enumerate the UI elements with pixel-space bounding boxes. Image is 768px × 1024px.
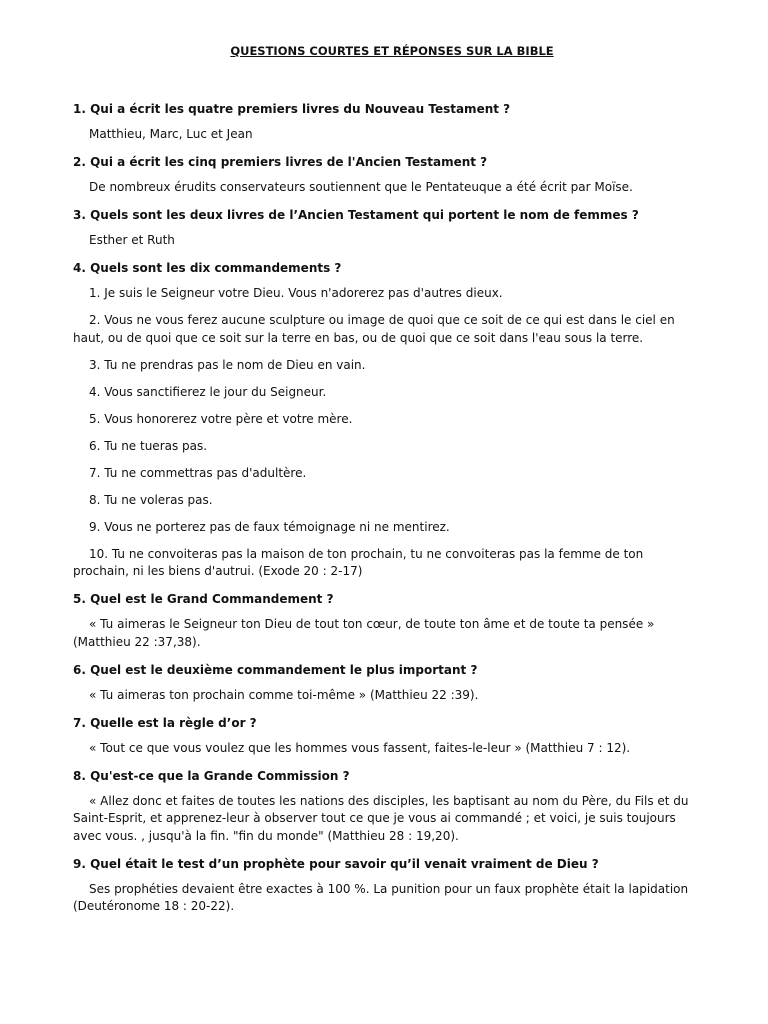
qa-item-7 xyxy=(73,714,699,758)
question-4: 4. Quels sont les dix commandements ? xyxy=(73,261,342,275)
question-3: 3. Quels sont les deux livres de l’Ancien Testament qui portent le nom de femmes ? xyxy=(73,208,639,222)
answer-6: « Tu aimeras ton prochain comme toi-même » (Matthieu 22 :39). xyxy=(89,687,479,702)
answer-2: De nombreux érudits conservateurs soutiennent que le Pentateuque a été écrit par Moïse. xyxy=(89,180,633,194)
answer-5: « Tu aimeras le Seigneur ton Dieu de tout ton cœur, de toute ton âme et de toute ta pensée » (Matthieu 22 :37,38). xyxy=(73,617,655,649)
document-page xyxy=(73,42,699,925)
question-9: 9. Quel était le test d’un prophète pour savoir qu’il venait vraiment de Dieu ? xyxy=(73,856,599,871)
commandment-6: 6. Tu ne tueras pas. xyxy=(89,438,208,453)
qa-item-3 xyxy=(73,206,699,250)
commandment-3: 3. Tu ne prendras pas le nom de Dieu en vain. xyxy=(89,357,366,372)
commandment-10: 10. Tu ne convoiteras pas la maison de ton prochain, tu ne convoiteras pas la femme de ton prochain, ni les biens d'autrui. (Exode 20 : 2-17) xyxy=(73,546,644,578)
qa-item-1 xyxy=(73,100,699,144)
qa-item-9 xyxy=(73,855,699,916)
commandment-5: 5. Vous honorerez votre père et votre mère. xyxy=(89,411,353,426)
question-2: 2. Qui a écrit les cinq premiers livres de l'Ancien Testament ? xyxy=(73,155,488,169)
answer-3: Esther et Ruth xyxy=(89,233,175,247)
answer-7: « Tout ce que vous voulez que les hommes vous fassent, faites-le-leur » (Matthieu 7 : 12). xyxy=(89,740,631,755)
commandment-4: 4. Vous sanctifierez le jour du Seigneur. xyxy=(89,384,327,399)
commandment-8: 8. Tu ne voleras pas. xyxy=(89,492,213,507)
question-1: 1. Qui a écrit les quatre premiers livres du Nouveau Testament ? xyxy=(73,102,511,116)
question-7: 7. Quelle est la règle d’or ? xyxy=(73,715,257,730)
qa-item-5 xyxy=(73,590,699,651)
question-5: 5. Quel est le Grand Commandement ? xyxy=(73,592,334,606)
question-8: 8. Qu'est-ce que la Grande Commission ? xyxy=(73,768,350,783)
commandment-2: 2. Vous ne vous ferez aucune sculpture ou image de quoi que ce soit de ce qui est dans le ciel en haut, ou de quoi que ce soit sur la terre en bas, ou de quoi que ce soit dans l'eau sous la terre. xyxy=(73,313,675,345)
qa-item-8 xyxy=(73,767,699,846)
commandment-1: 1. Je suis le Seigneur votre Dieu. Vous n'adorerez pas d'autres dieux. xyxy=(89,286,503,300)
qa-item-6 xyxy=(73,661,699,705)
qa-item-2 xyxy=(73,153,699,197)
document-title: QUESTIONS COURTES ET RÉPONSES SUR LA BIBLE xyxy=(230,44,554,58)
answer-1: Matthieu, Marc, Luc et Jean xyxy=(89,127,253,141)
commandment-9: 9. Vous ne porterez pas de faux témoignage ni ne mentirez. xyxy=(89,519,450,534)
question-6: 6. Quel est le deuxième commandement le plus important ? xyxy=(73,662,478,677)
qa-item-4 xyxy=(73,259,699,581)
commandment-7: 7. Tu ne commettras pas d'adultère. xyxy=(89,465,307,480)
answer-8: « Allez donc et faites de toutes les nations des disciples, les baptisant au nom du Père, du Fils et du Saint-Esprit, et apprenez-leur à observer tout ce que je vous ai commandé ; et voici, je suis toujours avec vous. , jusqu'à la fin. "fin du monde" (Matthieu 28 : 19,20). xyxy=(73,793,689,843)
answer-9: Ses prophéties devaient être exactes à 100 %. La punition pour un faux prophète était la lapidation (Deutéronome 18 : 20-22). xyxy=(73,881,689,913)
